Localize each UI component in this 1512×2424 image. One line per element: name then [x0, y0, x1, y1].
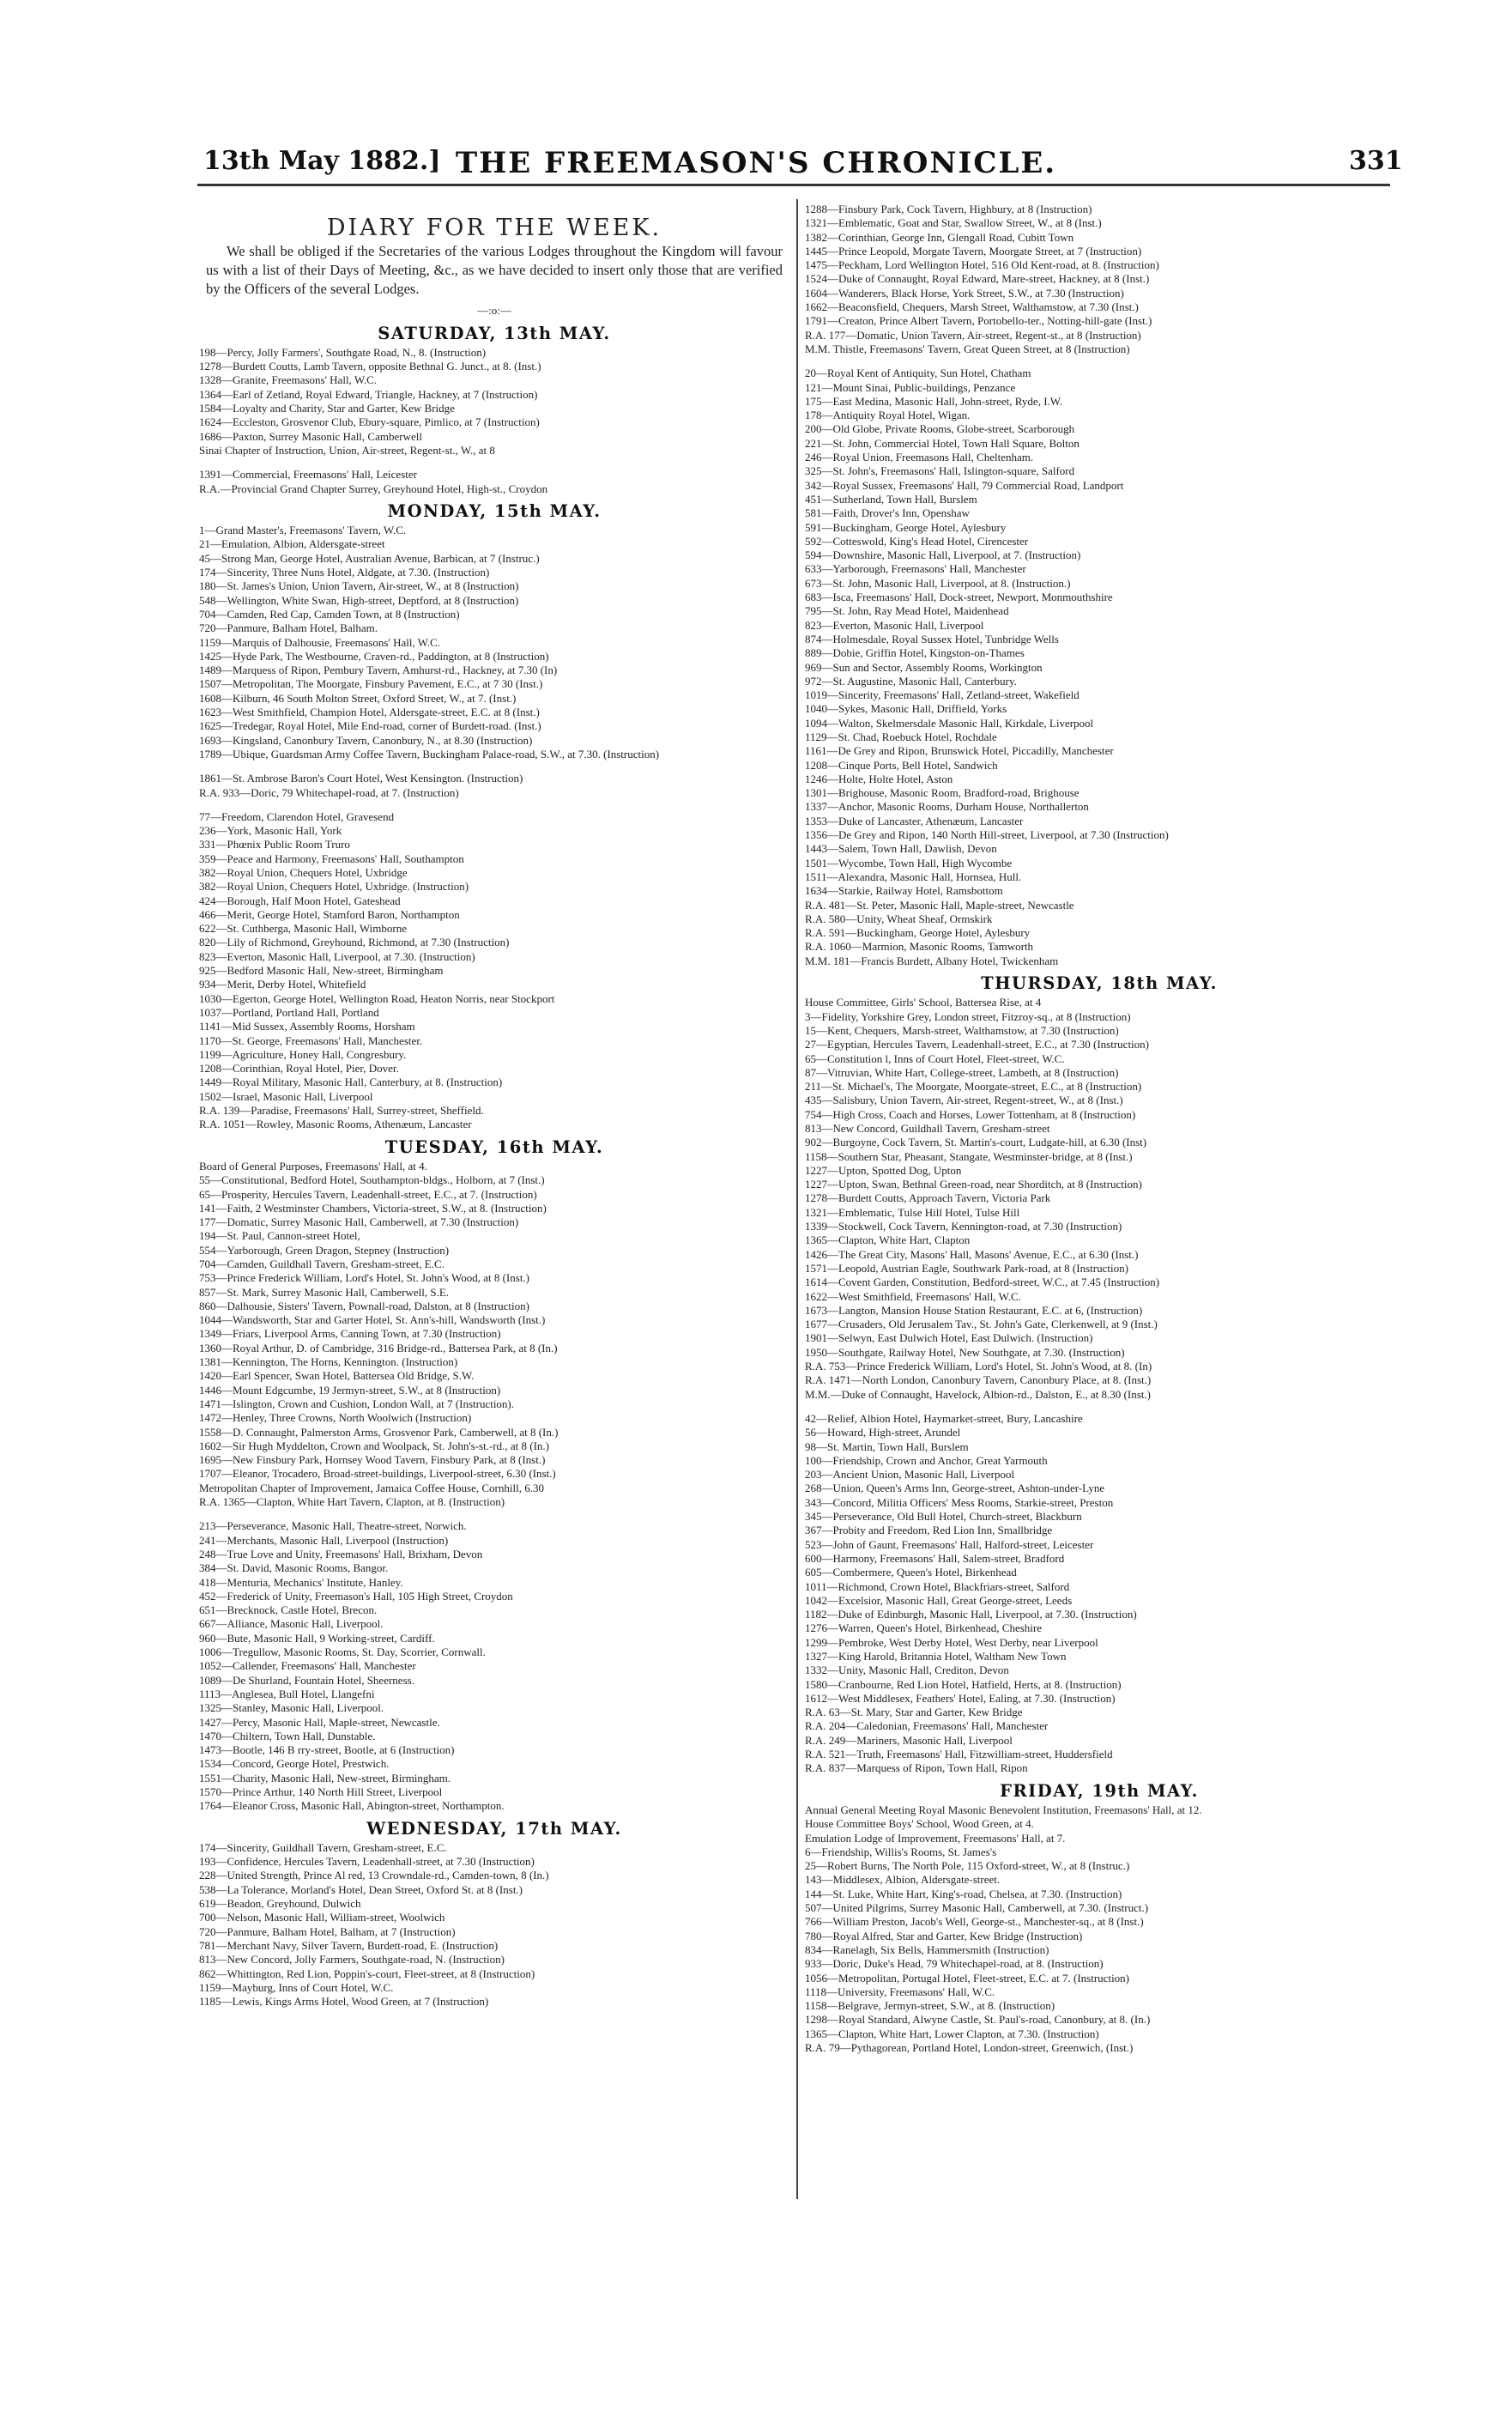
lodge-entry: 925—Bedford Masonic Hall, New-street, Birmingham: [199, 964, 444, 978]
lodge-entry: 98—St. Martin, Town Hall, Burslem: [805, 1439, 969, 1453]
lodge-entry: R.A. 1365—Clapton, White Hart Tavern, Clapton, at 8. (Instruction): [199, 1495, 505, 1509]
lodge-entry: 1511—Alexandra, Masonic Hall, Hornsea, Hull.: [805, 870, 1022, 883]
list-gap: [805, 1402, 1394, 1412]
lodge-entry: 960—Bute, Masonic Hall, 9 Working-street, Cardiff.: [199, 1631, 435, 1645]
lodge-entry: 121—Mount Sinai, Public-buildings, Penzance: [805, 380, 1016, 394]
lodge-entry: 766—William Preston, Jacob's Well, George-st., Manchester-sq., at 8 (Inst.): [805, 1915, 1144, 1929]
lodge-entry: 667—Alliance, Masonic Hall, Liverpool.: [199, 1617, 384, 1631]
lodge-entry: 1337—Anchor, Masonic Rooms, Durham House, Northallerton: [805, 800, 1089, 814]
thursday-list: [805, 996, 1394, 1775]
lodge-entry: 452—Frederick of Unity, Freemason's Hall, 105 High Street, Croydon: [199, 1589, 513, 1603]
lodge-entry: 1030—Egerton, George Hotel, Wellington Road, Heaton Norris, near Stockport: [199, 991, 555, 1005]
lodge-entry: 1159—Marquis of Dalhousie, Freemasons' Hall, W.C.: [199, 635, 440, 649]
lodge-entry: 343—Concord, Militia Officers' Mess Rooms, Starkie-street, Preston: [805, 1495, 1114, 1509]
lodge-entry: R.A. 1471—North London, Canonbury Tavern, Canonbury Place, at 8. (Inst.): [805, 1373, 1152, 1387]
page-number: 331: [1349, 146, 1403, 176]
lodge-entry: 1321—Emblematic, Goat and Star, Swallow Street, W., at 8 (Inst.): [805, 216, 1102, 230]
lodge-entry: 435—Salisbury, Union Tavern, Air-street, Regent-street, W., at 8 (Inst.): [805, 1094, 1123, 1107]
lodge-entry: 651—Brecknock, Castle Hotel, Brecon.: [199, 1603, 378, 1617]
lodge-entry: 1—Grand Master's, Freemasons' Tavern, W.C.: [199, 524, 407, 537]
lodge-entry: 780—Royal Alfred, Star and Garter, Kew Bridge (Instruction): [805, 1929, 1083, 1942]
lodge-entry: 1208—Cinque Ports, Bell Hotel, Sandwich: [805, 758, 998, 772]
lodge-entry: 704—Camden, Guildhall Tavern, Gresham-street, E.C.: [199, 1257, 445, 1270]
lodge-entry: 1580—Cranbourne, Red Lion Hotel, Hatfield, Herts, at 8. (Instruction): [805, 1677, 1122, 1691]
lodge-entry: 211—St. Michael's, The Moorgate, Moorgate-street, E.C., at 8 (Instruction): [805, 1080, 1142, 1094]
lodge-entry: 345—Perseverance, Old Bull Hotel, Church-street, Blackburn: [805, 1510, 1082, 1524]
lodge-entry: 591—Buckingham, George Hotel, Aylesbury: [805, 520, 1007, 534]
lodge-entry: 1185—Lewis, Kings Arms Hotel, Wood Green, at 7 (Instruction): [199, 1995, 489, 2009]
lodge-entry: 1677—Crusaders, Old Jerusalem Tav., St. John's Gate, Clerkenwell, at 9 (Inst.): [805, 1318, 1158, 1331]
list-gap: [199, 800, 789, 810]
lodge-entry: 633—Yarborough, Freemasons' Hall, Manchester: [805, 562, 1026, 576]
lodge-entry: R.A. 521—Truth, Freemasons' Hall, Fitzwilliam-street, Huddersfield: [805, 1748, 1113, 1761]
lodge-entry: R.A. 481—St. Peter, Masonic Hall, Maple-street, Newcastle: [805, 898, 1074, 912]
lodge-entry: 1425—Hyde Park, The Westbourne, Craven-rd., Paddington, at 8 (Instruction): [199, 649, 549, 663]
lodge-entry: 1159—Mayburg, Inns of Court Hotel, W.C.: [199, 1980, 394, 1994]
lodge-entry: 1170—St. George, Freemasons' Hall, Manchester.: [199, 1033, 423, 1047]
lodge-entry: 1353—Duke of Lancaster, Athenæum, Lancaster: [805, 814, 1024, 827]
lodge-entry: R.A. 837—Marquess of Ripon, Town Hall, Ripon: [805, 1761, 1028, 1775]
lodge-entry: 20—Royal Kent of Antiquity, Sun Hotel, Chatham: [805, 367, 1031, 380]
lodge-entry: 1158—Belgrave, Jermyn-street, S.W., at 8. (Instruction): [805, 1999, 1055, 2013]
lodge-entry: 1622—West Smithfield, Freemasons' Hall, W.C.: [805, 1289, 1021, 1303]
lodge-entry: 342—Royal Sussex, Freemasons' Hall, 79 Commercial Road, Landport: [805, 478, 1124, 492]
lodge-entry: Sinai Chapter of Instruction, Union, Air-street, Regent-st., W., at 8: [199, 443, 495, 457]
lodge-entry: 77—Freedom, Clarendon Hotel, Gravesend: [199, 809, 395, 823]
lodge-entry: 221—St. John, Commercial Hotel, Town Hall Square, Bolton: [805, 436, 1080, 450]
lodge-entry: R.A. 753—Prince Frederick William, Lord's Hotel, St. John's Wood, at 8. (In): [805, 1360, 1152, 1373]
friday-list: [805, 1803, 1394, 2055]
lodge-entry: 704—Camden, Red Cap, Camden Town, at 8 (Instruction): [199, 607, 460, 621]
lodge-entry: 1327—King Harold, Britannia Hotel, Waltham New Town: [805, 1649, 1067, 1663]
lodge-entry: 1278—Burdett Coutts, Approach Tavern, Victoria Park: [805, 1191, 1051, 1205]
lodge-entry: 1391—Commercial, Freemasons' Hall, Leicester: [199, 468, 417, 482]
lodge-entry: 857—St. Mark, Surrey Masonic Hall, Camberwell, S.E.: [199, 1285, 450, 1299]
lodge-entry: 1089—De Shurland, Fountain Hotel, Sheerness.: [199, 1673, 414, 1687]
lodge-entry: 1624—Eccleston, Grosvenor Club, Ebury-square, Pimlico, at 7 (Instruction): [199, 415, 540, 429]
lodge-entry: 100—Friendship, Crown and Anchor, Great Yarmouth: [805, 1453, 1048, 1467]
lodge-entry: 1118—University, Freemasons' Hall, W.C.: [805, 1985, 995, 1998]
lodge-entry: 1360—Royal Arthur, D. of Cambridge, 316 Bridge-rd., Battersea Park, at 8 (In.): [199, 1341, 558, 1354]
lodge-entry: 622—St. Cuthberga, Masonic Hall, Wimborne: [199, 922, 407, 936]
lodge-entry: 228—United Strength, Prince Al red, 13 Crowndale-rd., Camden-town, 8 (In.): [199, 1869, 549, 1882]
lodge-entry: 862—Whittington, Red Lion, Poppin's-court, Fleet-street, at 8 (Instruction): [199, 1966, 535, 1980]
lodge-entry: 55—Constitutional, Bedford Hotel, Southampton-bldgs., Holborn, at 7 (Inst.): [199, 1173, 545, 1187]
lodge-entry: 1298—Royal Standard, Alwyne Castle, St. Paul's-road, Canonbury, at 8. (In.): [805, 2013, 1151, 2027]
lodge-entry: 619—Beadon, Greyhound, Dulwich: [199, 1897, 361, 1911]
lodge-entry: 1044—Wandsworth, Star and Garter Hotel, St. Ann's-hill, Wandsworth (Inst.): [199, 1313, 546, 1327]
lodge-entry: 1584—Loyalty and Charity, Star and Garter, Kew Bridge: [199, 402, 455, 415]
lodge-entry: 834—Ranelagh, Six Bells, Hammersmith (Instruction): [805, 1942, 1049, 1956]
lodge-entry: R.A. 933—Doric, 79 Whitechapel-road, at 7. (Instruction): [199, 785, 459, 799]
lodge-entry: 1614—Covent Garden, Constitution, Bedford-street, W.C., at 7.45 (Instruction): [805, 1276, 1160, 1289]
lodge-entry: 1042—Excelsior, Masonic Hall, Great George-street, Leeds: [805, 1593, 1073, 1607]
lodge-entry: 178—Antiquity Royal Hotel, Wigan.: [805, 409, 971, 422]
lodge-entry: 1328—Granite, Freemasons' Hall, W.C.: [199, 373, 378, 387]
lodge-entry: 180—St. James's Union, Union Tavern, Air-street, W., at 8 (Instruction): [199, 579, 519, 593]
lodge-entry: 581—Faith, Drover's Inn, Openshaw: [805, 506, 970, 520]
lodge-entry: 1365—Clapton, White Hart, Clapton: [805, 1233, 971, 1247]
lodge-entry: 174—Sincerity, Three Nuns Hotel, Aldgate, at 7.30. (Instruction): [199, 566, 490, 579]
lodge-entry: 554—Yarborough, Green Dragon, Stepney (Instruction): [199, 1243, 450, 1257]
header-rule: [197, 184, 1390, 186]
lodge-entry: 1227—Upton, Spotted Dog, Upton: [805, 1163, 962, 1177]
lodge-entry: 1571—Leopold, Austrian Eagle, Southwark Park-road, at 8 (Instruction): [805, 1261, 1128, 1275]
lodge-entry: 823—Everton, Masonic Hall, Liverpool: [805, 618, 984, 632]
lodge-entry: 384—St. David, Masonic Rooms, Bangor.: [199, 1561, 389, 1575]
lodge-entry: 673—St. John, Masonic Hall, Liverpool, at 8. (Instruction.): [805, 576, 1071, 590]
separator: —:o:—: [477, 304, 511, 318]
lodge-entry: 548—Wellington, White Swan, High-street, Deptford, at 8 (Instruction): [199, 593, 519, 607]
lodge-entry: 1789—Ubique, Guardsman Army Coffee Tavern, Buckingham Palace-road, S.W., at 7.30. (Instruction): [199, 747, 660, 761]
left-column: [199, 203, 789, 2009]
lodge-entry: 1056—Metropolitan, Portugal Hotel, Fleet-street, E.C. at 7. (Instruction): [805, 1971, 1130, 1985]
lodge-entry: 1321—Emblematic, Tulse Hill Hotel, Tulse Hill: [805, 1205, 1020, 1219]
lodge-entry: 1524—Duke of Connaught, Royal Edward, Mare-street, Hackney, at 8 (Inst.): [805, 272, 1150, 286]
lodge-entry: 1208—Corinthian, Royal Hotel, Pier, Dover.: [199, 1062, 399, 1076]
wednesday-continued-list: [805, 203, 1394, 968]
lodge-entry: 1141—Mid Sussex, Assembly Rooms, Horsham: [199, 1020, 415, 1033]
lodge-entry: 605—Combermere, Queen's Hotel, Birkenhead: [805, 1566, 1017, 1579]
lodge-entry: 203—Ancient Union, Masonic Hall, Liverpool: [805, 1468, 1015, 1482]
day-heading-saturday: SATURDAY, 13th MAY.: [378, 323, 611, 343]
lodge-entry: R.A. 1051—Rowley, Masonic Rooms, Athenæum, Lancaster: [199, 1118, 472, 1131]
lodge-entry: R.A. 1060—Marmion, Masonic Rooms, Tamworth: [805, 940, 1034, 954]
lodge-entry: 820—Lily of Richmond, Greyhound, Richmond, at 7.30 (Instruction): [199, 936, 510, 949]
lodge-entry: 1094—Walton, Skelmersdale Masonic Hall, Kirkdale, Liverpool: [805, 716, 1094, 730]
lodge-entry: 331—Phœnix Public Room Truro: [199, 838, 350, 851]
lodge-entry: 42—Relief, Albion Hotel, Haymarket-street, Bury, Lancashire: [805, 1411, 1083, 1425]
lodge-entry: 177—Domatic, Surrey Masonic Hall, Camberwell, at 7.30 (Instruction): [199, 1215, 519, 1229]
lodge-entry: 1158—Southern Star, Pheasant, Stangate, Westminster-bridge, at 8 (Inst.): [805, 1149, 1133, 1163]
lodge-entry: 813—New Concord, Guildhall Tavern, Gresham-street: [805, 1122, 1050, 1135]
lodge-entry: 1182—Duke of Edinburgh, Masonic Hall, Liverpool, at 7.30. (Instruction): [805, 1608, 1137, 1621]
lodge-entry: 65—Prosperity, Hercules Tavern, Leadenhall-street, E.C., at 7. (Instruction): [199, 1187, 537, 1201]
lodge-entry: 268—Union, Queen's Arms Inn, George-street, Ashton-under-Lyne: [805, 1482, 1105, 1495]
lodge-entry: 1420—Earl Spencer, Swan Hotel, Battersea Old Bridge, S.W.: [199, 1369, 475, 1383]
lodge-entry: 1501—Wycombe, Town Hall, High Wycombe: [805, 856, 1013, 870]
lodge-entry: 382—Royal Union, Chequers Hotel, Uxbridge. (Instruction): [199, 880, 469, 894]
lodge-entry: 933—Doric, Duke's Head, 79 Whitechapel-road, at 8. (Instruction): [805, 1957, 1104, 1971]
list-gap: [199, 1509, 789, 1519]
lodge-entry: 1443—Salem, Town Hall, Dawlish, Devon: [805, 842, 997, 856]
lodge-entry: 507—United Pilgrims, Surrey Masonic Hall, Camberwell, at 7.30. (Instruct.): [805, 1901, 1149, 1915]
lodge-entry: R.A. 177—Domatic, Union Tavern, Air-street, Regent-st., at 8 (Instruction): [805, 328, 1141, 342]
lodge-entry: 781—Merchant Navy, Silver Tavern, Burdett-road, E. (Instruction): [199, 1938, 499, 1952]
lodge-entry: 382—Royal Union, Chequers Hotel, Uxbridge: [199, 865, 408, 879]
lodge-entry: 1365—Clapton, White Hart, Lower Clapton, at 7.30. (Instruction): [805, 2027, 1099, 2040]
lodge-entry: 1278—Burdett Coutts, Lamb Tavern, opposite Bethnal G. Junct., at 8. (Inst.): [199, 360, 541, 373]
lodge-entry: 193—Confidence, Hercules Tavern, Leadenhall-street, at 7.30 (Instruction): [199, 1855, 535, 1869]
lodge-entry: Annual General Meeting Royal Masonic Benevolent Institution, Freemasons' Hall, at 12.: [805, 1803, 1202, 1816]
lodge-entry: 1612—West Middlesex, Feathers' Hotel, Ealing, at 7.30. (Instruction): [805, 1691, 1116, 1705]
lodge-entry: R.A. 580—Unity, Wheat Sheaf, Ormskirk: [805, 912, 993, 925]
lodge-entry: 1475—Peckham, Lord Wellington Hotel, 516 Old Kent-road, at 8. (Instruction): [805, 258, 1159, 272]
lodge-entry: 1791—Creaton, Prince Albert Tavern, Portobello-ter., Notting-hill-gate (Inst.): [805, 314, 1152, 328]
column-divider: [796, 199, 798, 2199]
lodge-entry: 1764—Eleanor Cross, Masonic Hall, Abington-street, Northampton.: [199, 1799, 505, 1813]
monday-list: [199, 524, 789, 1131]
lodge-entry: 1604—Wanderers, Black Horse, York Street, S.W., at 7.30 (Instruction): [805, 286, 1124, 300]
masthead-title: THE FREEMASON'S CHRONICLE.: [455, 146, 1057, 180]
lodge-entry: 325—St. John's, Freemasons' Hall, Islington-square, Salford: [805, 464, 1075, 478]
lodge-entry: 367—Probity and Freedom, Red Lion Inn, Smallbridge: [805, 1524, 1053, 1537]
lodge-entry: 1364—Earl of Zetland, Royal Edward, Triangle, Hackney, at 7 (Instruction): [199, 387, 538, 401]
lodge-entry: 592—Cotteswold, King's Head Hotel, Cirencester: [805, 534, 1029, 548]
lodge-entry: 720—Panmure, Balham Hotel, Balham.: [199, 621, 378, 635]
lodge-entry: 248—True Love and Unity, Freemasons' Hall, Brixham, Devon: [199, 1547, 483, 1560]
lodge-entry: 1332—Unity, Masonic Hall, Crediton, Devon: [805, 1663, 1009, 1677]
lodge-entry: 174—Sincerity, Guildhall Tavern, Gresham-street, E.C.: [199, 1840, 447, 1854]
lodge-entry: 1695—New Finsbury Park, Hornsey Wood Tavern, Finsbury Park, at 8 (Inst.): [199, 1453, 546, 1467]
lodge-entry: 1445—Prince Leopold, Morgate Tavern, Moorgate Street, at 7 (Instruction): [805, 244, 1142, 258]
lodge-entry: 1570—Prince Arthur, 140 North Hill Street, Liverpool: [199, 1785, 443, 1798]
lodge-entry: R.A. 249—Mariners, Masonic Hall, Liverpool: [805, 1733, 1013, 1747]
lodge-entry: 1227—Upton, Swan, Bethnal Green-road, near Shorditch, at 8 (Instruction): [805, 1178, 1142, 1191]
lodge-entry: 1129—St. Chad, Roebuck Hotel, Rochdale: [805, 730, 997, 743]
lodge-entry: 823—Everton, Masonic Hall, Liverpool, at 7.30. (Instruction): [199, 949, 475, 963]
lodge-entry: 213—Perseverance, Masonic Hall, Theatre-street, Norwich.: [199, 1519, 467, 1533]
lodge-entry: 1662—Beaconsfield, Chequers, Marsh Street, Walthamstow, at 7.30 (Inst.): [805, 300, 1139, 314]
lodge-entry: 1534—Concord, George Hotel, Prestwich.: [199, 1757, 390, 1771]
lodge-entry: 934—Merit, Derby Hotel, Whitefield: [199, 978, 366, 991]
diary-intro: We shall be obliged if the Secretaries of the various Lodges throughout the Kingdom will favour us with a list of their Days of Meeting, &c., as we have decided to insert only those that are verified by the Officers of the several Lodges.: [206, 243, 783, 298]
lodge-entry: 1199—Agriculture, Honey Hall, Congresbury.: [199, 1047, 407, 1061]
lodge-entry: 359—Peace and Harmony, Freemasons' Hall, Southampton: [199, 851, 464, 865]
day-heading-wednesday: WEDNESDAY, 17th MAY.: [366, 1818, 622, 1839]
lodge-entry: 1299—Pembroke, West Derby Hotel, West Derby, near Liverpool: [805, 1635, 1098, 1649]
tuesday-list: [199, 1160, 789, 1814]
lodge-entry: 143—Middlesex, Albion, Aldersgate-street.: [805, 1873, 1001, 1887]
lodge-entry: 1489—Marquess of Ripon, Pembury Tavern, Amhurst-rd., Hackney, at 7.30 (In): [199, 664, 558, 677]
lodge-entry: 700—Nelson, Masonic Hall, William-street, Woolwich: [199, 1911, 445, 1924]
lodge-entry: 1472—Henley, Three Crowns, North Woolwich (Instruction): [199, 1411, 472, 1425]
lodge-entry: 1161—De Grey and Ripon, Brunswick Hotel, Piccadilly, Manchester: [805, 744, 1114, 758]
lodge-entry: 1349—Friars, Liverpool Arms, Canning Town, at 7.30 (Instruction): [199, 1327, 501, 1341]
lodge-entry: 418—Menturia, Mechanics' Institute, Hanley.: [199, 1575, 403, 1589]
lodge-entry: 236—York, Masonic Hall, York: [199, 824, 342, 838]
lodge-entry: 1502—Israel, Masonic Hall, Liverpool: [199, 1089, 373, 1103]
lodge-entry: 1052—Callender, Freemasons' Hall, Manchester: [199, 1659, 416, 1673]
lodge-entry: 969—Sun and Sector, Assembly Rooms, Workington: [805, 660, 1043, 674]
lodge-entry: 1449—Royal Military, Masonic Hall, Canterbury, at 8. (Instruction): [199, 1076, 503, 1089]
lodge-entry: 813—New Concord, Jolly Farmers, Southgate-road, N. (Instruction): [199, 1953, 505, 1966]
lodge-entry: 424—Borough, Half Moon Hotel, Gateshead: [199, 894, 401, 907]
lodge-entry: 1707—Eleanor, Trocadero, Broad-street-buildings, Liverpool-street, 6.30 (Inst.): [199, 1467, 556, 1481]
lodge-entry: 902—Burgoyne, Cock Tavern, St. Martin's-court, Ludgate-hill, at 6.30 (Inst): [805, 1136, 1147, 1149]
lodge-entry: 1608—Kilburn, 46 South Molton Street, Oxford Street, W., at 7. (Inst.): [199, 691, 517, 705]
lodge-entry: 6—Friendship, Willis's Rooms, St. James's: [805, 1845, 997, 1858]
lodge-entry: 538—La Tolerance, Morland's Hotel, Dean Street, Oxford St. at 8 (Inst.): [199, 1882, 523, 1896]
lodge-entry: 1040—Sykes, Masonic Hall, Driffield, Yorks: [805, 702, 1007, 716]
lodge-entry: 523—John of Gaunt, Freemasons' Hall, Halford-street, Leicester: [805, 1537, 1094, 1551]
lodge-entry: 1623—West Smithfield, Champion Hotel, Aldersgate-street, E.C. at 8 (Inst.): [199, 706, 540, 719]
lodge-entry: 1673—Langton, Mansion House Station Restaurant, E.C. at 6, (Instruction): [805, 1303, 1143, 1317]
lodge-entry: 25—Robert Burns, The North Pole, 115 Oxford-street, W., at 8 (Instruc.): [805, 1859, 1130, 1873]
lodge-entry: 45—Strong Man, George Hotel, Australian Avenue, Barbican, at 7 (Instruc.): [199, 551, 540, 565]
day-heading-friday: FRIDAY, 19th MAY.: [1000, 1780, 1199, 1801]
lodge-entry: 720—Panmure, Balham Hotel, Balham, at 7 (Instruction): [199, 1924, 456, 1938]
lodge-entry: 1381—Kennington, The Horns, Kennington. (Instruction): [199, 1355, 458, 1369]
lodge-entry: 1382—Corinthian, George Inn, Glengall Road, Cubitt Town: [805, 230, 1074, 244]
lodge-entry: Metropolitan Chapter of Improvement, Jamaica Coffee House, Cornhill, 6.30: [199, 1481, 544, 1494]
day-heading-tuesday: TUESDAY, 16th MAY.: [384, 1136, 604, 1157]
lodge-entry: 246—Royal Union, Freemasons Hall, Cheltenham.: [805, 451, 1034, 464]
lodge-entry: 1470—Chiltern, Town Hall, Dunstable.: [199, 1729, 376, 1742]
lodge-entry: 683—Isca, Freemasons' Hall, Dock-street, Newport, Monmouthshire: [805, 591, 1113, 604]
lodge-entry: 3—Fidelity, Yorkshire Grey, London street, Fitzroy-sq., at 8 (Instruction): [805, 1009, 1131, 1023]
lodge-entry: 175—East Medina, Masonic Hall, John-street, Ryde, I.W.: [805, 394, 1063, 408]
lodge-entry: 15—Kent, Chequers, Marsh-street, Walthamstow, at 7.30 (Instruction): [805, 1023, 1119, 1037]
lodge-entry: 1276—Warren, Queen's Hotel, Birkenhead, Cheshire: [805, 1621, 1043, 1635]
lodge-entry: 1473—Bootle, 146 B rry-street, Bootle, at 6 (Instruction): [199, 1743, 455, 1757]
lodge-entry: Board of General Purposes, Freemasons' Hall, at 4.: [199, 1159, 427, 1173]
lodge-entry: 1006—Tregullow, Masonic Rooms, St. Day, Scorrier, Cornwall.: [199, 1645, 486, 1659]
list-gap: [805, 356, 1394, 367]
issue-date: 13th May 1882.]: [203, 146, 441, 176]
lodge-entry: 1602—Sir Hugh Myddelton, Crown and Woolpack, St. John's-st.-rd., at 8 (In.): [199, 1439, 549, 1452]
lodge-entry: 1901—Selwyn, East Dulwich Hotel, East Dulwich. (Instruction): [805, 1331, 1093, 1345]
lodge-entry: 466—Merit, George Hotel, Stamford Baron, Northampton: [199, 907, 460, 921]
day-heading-thursday: THURSDAY, 18th MAY.: [981, 973, 1218, 994]
lodge-entry: 1507—Metropolitan, The Moorgate, Finsbury Pavement, E.C., at 7 30 (Inst.): [199, 677, 543, 691]
lodge-entry: 1625—Tredegar, Royal Hotel, Mile End-road, corner of Burdett-road. (Inst.): [199, 719, 541, 733]
lodge-entry: 1356—De Grey and Ripon, 140 North Hill-street, Liverpool, at 7.30 (Instruction): [805, 828, 1169, 842]
lodge-entry: R.A. 63—St. Mary, Star and Garter, Kew Bridge: [805, 1706, 1023, 1719]
right-column: [805, 203, 1394, 2055]
lodge-entry: 889—Dobie, Griffin Hotel, Kingston-on-Thames: [805, 646, 1025, 660]
lodge-entry: 141—Faith, 2 Westminster Chambers, Victoria-street, S.W., at 8. (Instruction): [199, 1201, 547, 1215]
lodge-entry: 194—St. Paul, Cannon-street Hotel,: [199, 1229, 360, 1243]
lodge-entry: 754—High Cross, Coach and Horses, Lower Tottenham, at 8 (Instruction): [805, 1107, 1136, 1121]
lodge-entry: 21—Emulation, Albion, Aldersgate-street: [199, 537, 385, 551]
lodge-entry: 1427—Percy, Masonic Hall, Maple-street, Newcastle.: [199, 1715, 440, 1729]
lodge-entry: 860—Dalhousie, Sisters' Tavern, Pownall-road, Dalston, at 8 (Instruction): [199, 1299, 529, 1312]
lodge-entry: 1446—Mount Edgcumbe, 19 Jermyn-street, S.W., at 8 (Instruction): [199, 1383, 501, 1397]
lodge-entry: 795—St. John, Ray Mead Hotel, Maidenhead: [805, 604, 1009, 618]
lodge-entry: 1686—Paxton, Surrey Masonic Hall, Camberwell: [199, 429, 422, 443]
lodge-entry: 56—Howard, High-street, Arundel: [805, 1426, 961, 1439]
lodge-entry: 1288—Finsbury Park, Cock Tavern, Highbury, at 8 (Instruction): [805, 203, 1092, 215]
lodge-entry: 1113—Anglesea, Bull Hotel, Llangefni: [199, 1687, 375, 1700]
lodge-entry: Emulation Lodge of Improvement, Freemasons' Hall, at 7.: [805, 1831, 1066, 1845]
lodge-entry: 87—Vitruvian, White Hart, College-street, Lambeth, at 8 (Instruction): [805, 1065, 1119, 1079]
lodge-entry: House Committee Boys' School, Wood Green, at 4.: [805, 1817, 1034, 1831]
lodge-entry: 1861—St. Ambrose Baron's Court Hotel, West Kensington. (Instruction): [199, 772, 523, 785]
lodge-entry: 874—Holmesdale, Royal Sussex Hotel, Tunbridge Wells: [805, 632, 1059, 645]
lodge-entry: 1011—Richmond, Crown Hotel, Blackfriars-street, Salford: [805, 1579, 1070, 1593]
lodge-entry: 1019—Sincerity, Freemasons' Hall, Zetland-street, Wakefield: [805, 688, 1080, 702]
lodge-entry: 1301—Brighouse, Masonic Room, Bradford-road, Brighouse: [805, 786, 1080, 800]
lodge-entry: 451—Sutherland, Town Hall, Burslem: [805, 492, 977, 506]
lodge-entry: 1551—Charity, Masonic Hall, New-street, Birmingham.: [199, 1771, 451, 1785]
lodge-entry: 198—Percy, Jolly Farmers', Southgate Road, N., 8. (Instruction): [199, 345, 487, 359]
lodge-entry: R.A. 79—Pythagorean, Portland Hotel, London-street, Greenwich, (Inst.): [805, 2041, 1134, 2054]
list-gap: [199, 458, 789, 468]
saturday-list: [199, 346, 789, 496]
lodge-entry: 1246—Holte, Holte Hotel, Aston: [805, 772, 953, 785]
lodge-entry: House Committee, Girls' School, Battersea Rise, at 4: [805, 996, 1042, 1009]
lodge-entry: 600—Harmony, Freemasons' Hall, Salem-street, Bradford: [805, 1551, 1065, 1565]
lodge-entry: 1634—Starkie, Railway Hotel, Ramsbottom: [805, 884, 1003, 898]
lodge-entry: 1558—D. Connaught, Palmerston Arms, Grosvenor Park, Camberwell, at 8 (In.): [199, 1425, 559, 1439]
day-heading-monday: MONDAY, 15th MAY.: [387, 500, 602, 521]
lodge-entry: 1693—Kingsland, Canonbury Tavern, Canonbury, N., at 8.30 (Instruction): [199, 733, 533, 747]
lodge-entry: 753—Prince Frederick William, Lord's Hotel, St. John's Wood, at 8 (Inst.): [199, 1271, 530, 1285]
lodge-entry: 144—St. Luke, White Hart, King's-road, Chelsea, at 7.30. (Instruction): [805, 1887, 1122, 1900]
lodge-entry: R.A. 204—Caledonian, Freemasons' Hall, Manchester: [805, 1719, 1049, 1733]
wednesday-list: [199, 1841, 789, 2009]
diary-title: DIARY FOR THE WEEK.: [326, 215, 662, 241]
lodge-entry: 65—Constitution l, Inns of Court Hotel, Fleet-street, W.C.: [805, 1051, 1065, 1065]
lodge-entry: 1325—Stanley, Masonic Hall, Liverpool.: [199, 1701, 384, 1715]
lodge-entry: 594—Downshire, Masonic Hall, Liverpool, at 7. (Instruction): [805, 548, 1081, 562]
lodge-entry: 1426—The Great City, Masons' Hall, Masons' Avenue, E.C., at 6.30 (Inst.): [805, 1247, 1139, 1261]
lodge-entry: M.M. 181—Francis Burdett, Albany Hotel, Twickenham: [805, 954, 1059, 967]
lodge-entry: 1037—Portland, Portland Hall, Portland: [199, 1005, 379, 1019]
lodge-entry: M.M.—Duke of Connaught, Havelock, Albion-rd., Dalston, E., at 8.30 (Inst.): [805, 1387, 1151, 1401]
lodge-entry: R.A. 139—Paradise, Freemasons' Hall, Surrey-street, Sheffield.: [199, 1104, 484, 1118]
lodge-entry: 1339—Stockwell, Cock Tavern, Kennington-road, at 7.30 (Instruction): [805, 1220, 1122, 1233]
lodge-entry: 200—Old Globe, Private Rooms, Globe-street, Scarborough: [805, 422, 1075, 436]
lodge-entry: 1471—Islington, Crown and Cushion, London Wall, at 7 (Instruction).: [199, 1397, 515, 1410]
list-gap: [199, 761, 789, 772]
lodge-entry: 1950—Southgate, Railway Hotel, New Southgate, at 7.30. (Instruction): [805, 1345, 1125, 1359]
lodge-entry: M.M. Thistle, Freemasons' Tavern, Great Queen Street, at 8 (Instruction): [805, 342, 1130, 355]
lodge-entry: 27—Egyptian, Hercules Tavern, Leadenhall-street, E.C., at 7.30 (Instruction): [805, 1038, 1150, 1051]
lodge-entry: 972—St. Augustine, Masonic Hall, Canterbury.: [805, 674, 1017, 688]
lodge-entry: R.A.—Provincial Grand Chapter Surrey, Greyhound Hotel, High-st., Croydon: [199, 482, 548, 495]
lodge-entry: R.A. 591—Buckingham, George Hotel, Aylesbury: [805, 926, 1031, 940]
lodge-entry: 241—Merchants, Masonic Hall, Liverpool (Instruction): [199, 1533, 449, 1547]
